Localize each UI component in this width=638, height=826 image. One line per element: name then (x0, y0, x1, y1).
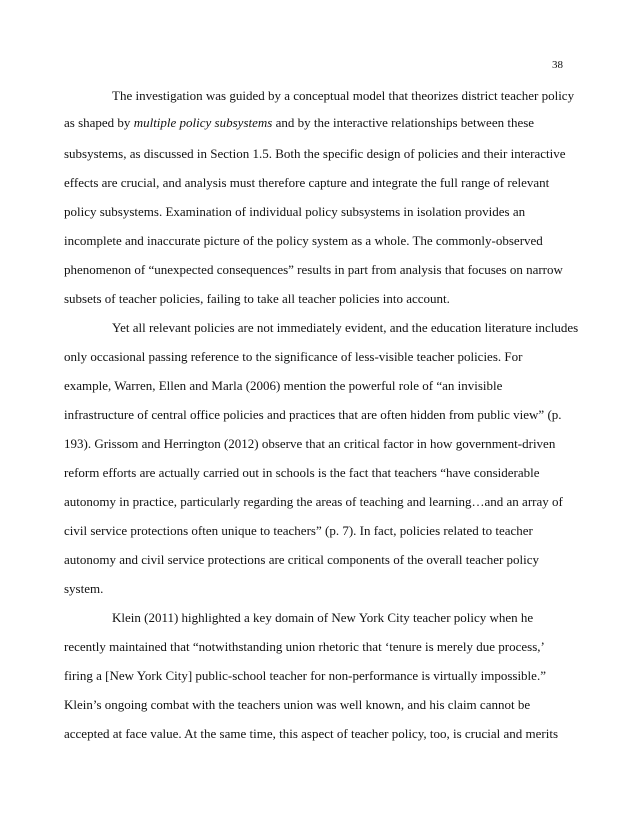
line-text: and by the interactive relationships between these (275, 115, 535, 130)
paragraph-3-line-5: accepted at face value. At the same time, this aspect of teacher policy, too, is crucial and merits (64, 726, 559, 741)
paragraph-2-line-7: autonomy in practice, particularly regarding the areas of teaching and learning…and an array of (64, 494, 563, 509)
italic-term: multiple policy subsystems (133, 115, 273, 130)
paragraph-2-line-8: civil service protections often unique to teachers” (p. 7). In fact, policies related to teacher (64, 523, 533, 538)
paragraph-2-line-9: autonomy and civil service protections are critical components of the overall teacher policy (64, 552, 540, 567)
paragraph-2-line-5: 193). Grissom and Herrington (2012) observe that an critical factor in how government-driven (64, 436, 556, 451)
paragraph-2-line-1: Yet all relevant policies are not immediately evident, and the education literature includes (112, 320, 579, 335)
page-number: 38 (552, 59, 563, 71)
paragraph-1-line-3: subsystems, as discussed in Section 1.5. Both the specific design of policies and their interactive (64, 146, 566, 161)
paragraph-1-line-4: effects are crucial, and analysis must therefore capture and integrate the full range of relevant (64, 175, 550, 190)
paragraph-2-line-4: infrastructure of central office policies and practices that are often hidden from public view” (p. (64, 407, 562, 422)
paragraph-2-line-2: only occasional passing reference to the significance of less-visible teacher policies. For (64, 349, 523, 364)
paragraph-1-line-5: policy subsystems. Examination of individual policy subsystems in isolation provides an (64, 204, 526, 219)
paragraph-2-line-6: reform efforts are actually carried out in schools is the fact that teachers “have considerable (64, 465, 540, 480)
paragraph-3-line-3: firing a [New York City] public-school teacher for non-performance is virtually impossible.” (64, 668, 546, 683)
paragraph-1-line-8: subsets of teacher policies, failing to take all teacher policies into account. (64, 291, 450, 306)
paragraph-3-line-4: Klein’s ongoing combat with the teachers union was well known, and his claim cannot be (64, 697, 531, 712)
paragraph-1-line-7: phenomenon of “unexpected consequences” results in part from analysis that focuses on narrow (64, 262, 563, 277)
line-text: as shaped by (64, 115, 131, 130)
paragraph-3-line-1: Klein (2011) highlighted a key domain of New York City teacher policy when he (112, 610, 534, 625)
paragraph-1-line-1: The investigation was guided by a conceptual model that theorizes district teacher policy (112, 88, 575, 103)
paragraph-2-line-10: system. (64, 581, 104, 596)
paragraph-3-line-2: recently maintained that “notwithstanding union rhetoric that ‘tenure is merely due process,’ (64, 639, 545, 654)
paragraph-2-line-3: example, Warren, Ellen and Marla (2006) mention the powerful role of “an invisible (64, 378, 503, 393)
paragraph-1-line-6: incomplete and inaccurate picture of the policy system as a whole. The commonly-observed (64, 233, 543, 248)
paragraph-1-line-2 (64, 115, 534, 131)
